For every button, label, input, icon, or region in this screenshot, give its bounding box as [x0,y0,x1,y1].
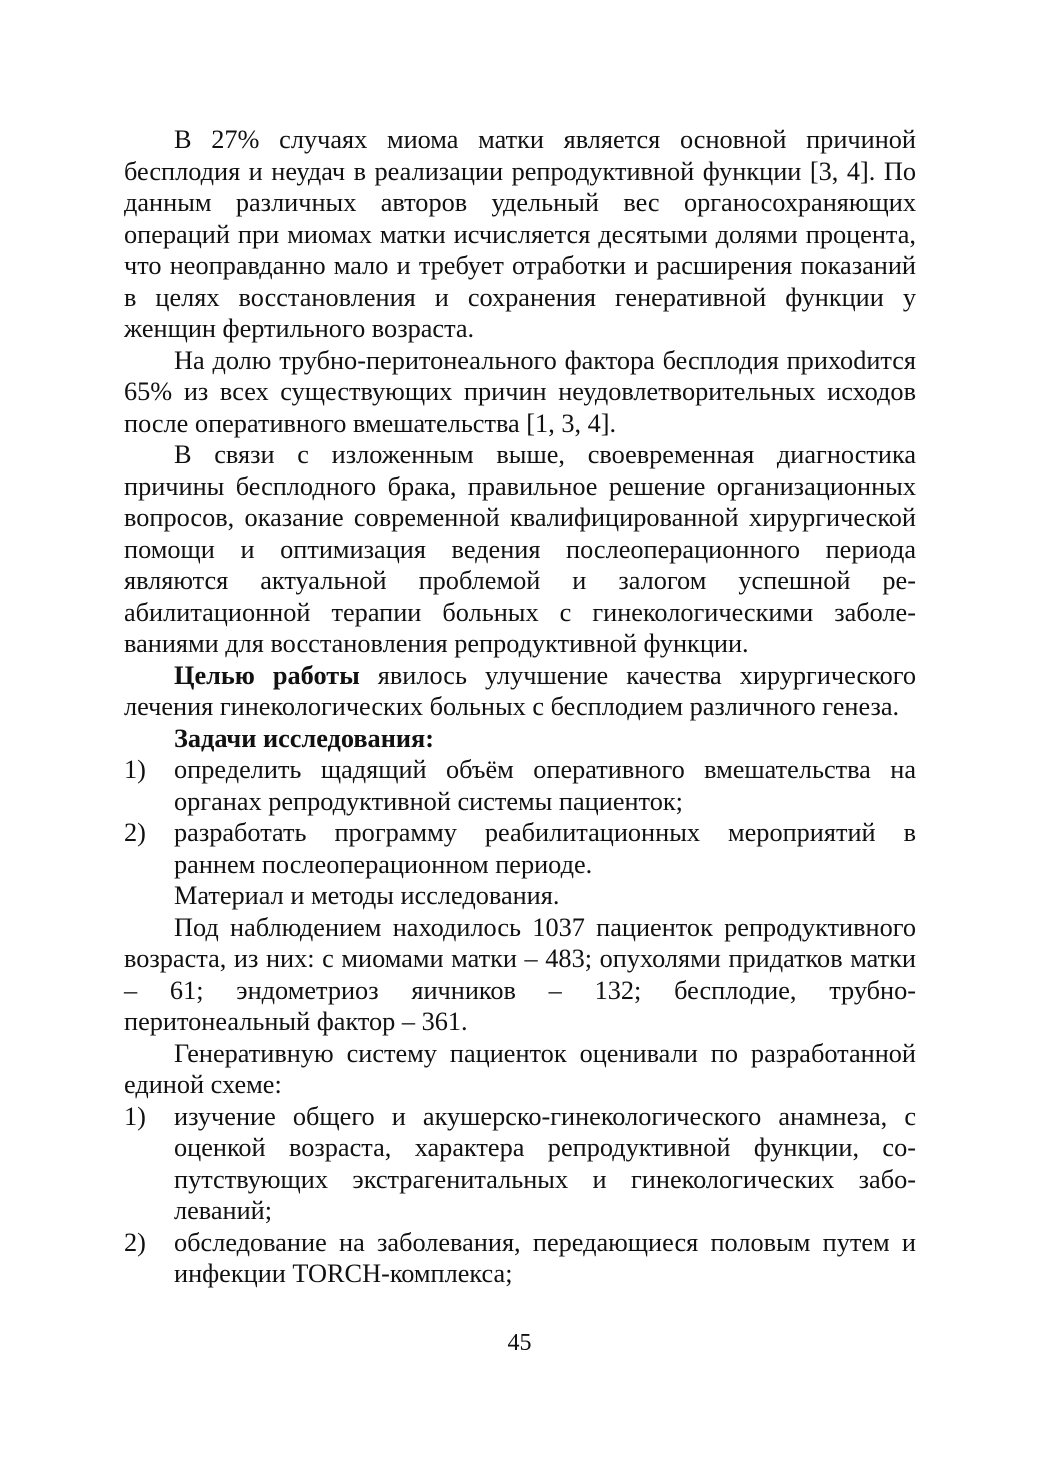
paragraph-aim [124,660,916,723]
list-text: определить щадящий объём оперативного вмешательства на органах репродуктивной системы пациенток; [174,755,916,816]
tasks-list [124,754,916,880]
list-text: изучение общего и акушерско-гинекологического анамнеза, с оценкой возраста, характера репродуктивной функции, сопутствующих экстрагенитальных и гинекологических заболеваний; [174,1101,916,1225]
list-item [124,817,916,880]
paragraph-relevance: В связи с изложенным выше, своевременная диагностика причины бесплодного брака, правильное решение организационных вопросов, оказание современной квалифицированной хирургической помощи и оптимизация ведения послеоперационного периода являются актуальной проблемой и залогом успешной реабилитационной терапии больных с гинекологическими заболеваниями для восстановления репродуктивной функции. [124,440,916,658]
page-number: 45 [507,1330,532,1356]
list-number: 2) [124,818,146,847]
page-body [124,124,916,1290]
aim-label: Целью работы [174,660,360,690]
aim-text: явилось улучшение качества хирургического лечения гинекологических больных с бесплодием различного генеза. [124,660,917,721]
list-text: разработать программу реабилитационных мероприятий в раннем послеоперационном периоде. [174,818,916,879]
list-text: обследование на заболевания, передающиеся половым путем и инфекции TORCH-комплекса; [174,1227,916,1288]
paragraph-scheme-intro: Генеративную систему пациенток оценивали по разработанной единой схеме: [124,1038,916,1099]
list-number: 1) [124,755,146,784]
list-number: 1) [124,1101,146,1131]
paragraph-patients: Под наблюдением находилось 1037 пациенток репродуктивного возраста, из них: с миомами матки – 483; опухолями придатков матки – 61; эндометриоз яичников – 132; бесплодие, трубно-перитонеальный фактор – 361. [124,912,916,1036]
list-item [124,1227,916,1290]
scheme-list [124,1101,916,1290]
paragraph-tubal-factor: На долю трубно-перитонеального фактора бесплодия прихоdится 65% из всех существующих причин неудовлетворительных исходов после оперативного вмешательства [1, 3, 4]. [124,345,916,438]
tasks-heading: Задачи исследования: [174,723,434,753]
materials-heading: Материал и методы исследования. [174,881,560,910]
paragraph-myoma: В 27% случаях миома матки является основной причиной бесплодия и неудач в реализации репродуктивной функции [3, 4]. По данным различных авторов удельный вес органосохраняющих операций при миомах матки исчисляется десятыми долями процента, что неоправданно мало и требует отработки и расширения показаний в целях восстановления и сохранения генеративной функции у женщин фертильного возраста. [124,125,916,343]
list-item [124,754,916,817]
list-number: 2) [124,1227,146,1257]
list-item [124,1101,916,1227]
